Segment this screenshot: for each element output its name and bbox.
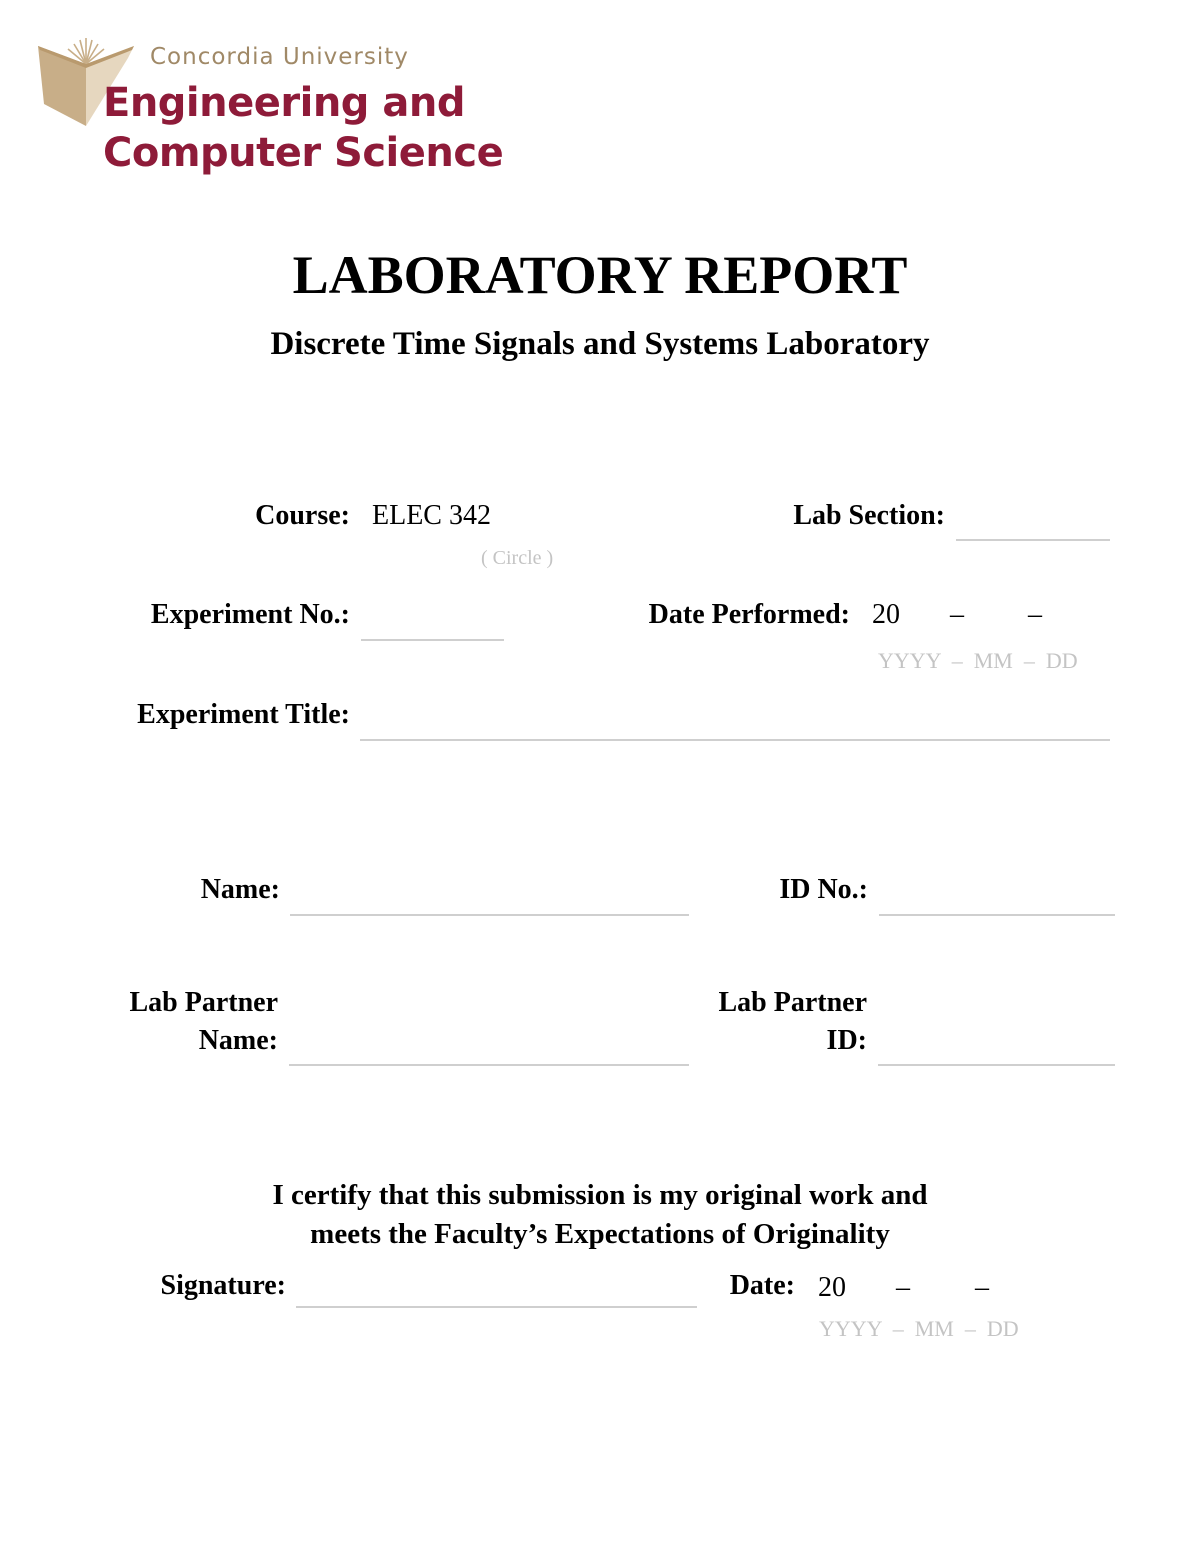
- name-label: Name:: [200, 874, 280, 905]
- name-field[interactable]: [290, 914, 689, 916]
- lab-partner-id-label-line-1: Lab Partner: [718, 987, 867, 1018]
- lab-partner-name-field[interactable]: [289, 1064, 689, 1066]
- experiment-no-label: Experiment No.:: [150, 599, 350, 630]
- date-performed-format-hint: YYYY – MM – DD: [878, 648, 1078, 673]
- certification-line-1: I certify that this submission is my original work and: [272, 1179, 928, 1211]
- course-label: Course:: [255, 500, 350, 531]
- signature-field[interactable]: [296, 1306, 697, 1308]
- lab-partner-name-label-line-1: Lab Partner: [129, 987, 278, 1018]
- lab-section-field[interactable]: [956, 539, 1110, 541]
- experiment-no-field[interactable]: [361, 639, 504, 641]
- certification-line-2: meets the Faculty’s Expectations of Originality: [310, 1218, 890, 1250]
- date-performed-year-prefix: 20: [872, 599, 900, 630]
- faculty-name-line-1: Engineering and: [103, 80, 465, 126]
- university-name: Concordia University: [150, 44, 409, 70]
- signature-date-dash-1: –: [896, 1272, 910, 1303]
- lab-partner-id-label: [650, 984, 867, 1060]
- lab-partner-name-label: [60, 984, 278, 1060]
- page-subtitle: Discrete Time Signals and Systems Laboratory: [270, 326, 930, 362]
- lab-partner-id-field[interactable]: [878, 1064, 1115, 1066]
- originality-certification: [0, 1176, 1200, 1254]
- signature-date-label: Date:: [729, 1270, 795, 1301]
- signature-date-format-hint: YYYY – MM – DD: [819, 1316, 1019, 1341]
- id-no-field[interactable]: [879, 914, 1115, 916]
- signature-label: Signature:: [160, 1270, 286, 1301]
- page-title: LABORATORY REPORT: [292, 245, 908, 305]
- faculty-name-line-2: Computer Science: [103, 130, 504, 176]
- lab-partner-id-label-line-2: ID:: [826, 1025, 867, 1056]
- experiment-title-label: Experiment Title:: [137, 699, 350, 730]
- course-value: ELEC 342: [372, 500, 491, 531]
- experiment-title-field[interactable]: [360, 739, 1110, 741]
- signature-date-year-prefix: 20: [818, 1272, 846, 1303]
- id-no-label: ID No.:: [779, 874, 868, 905]
- signature-date-dash-2: –: [975, 1272, 989, 1303]
- date-performed-dash-2: –: [1028, 599, 1042, 630]
- date-performed-dash-1: –: [950, 599, 964, 630]
- circle-hint: ( Circle ): [481, 547, 554, 569]
- date-performed-label: Date Performed:: [648, 599, 850, 630]
- lab-section-label: Lab Section:: [793, 500, 945, 531]
- lab-partner-name-label-line-2: Name:: [198, 1025, 278, 1056]
